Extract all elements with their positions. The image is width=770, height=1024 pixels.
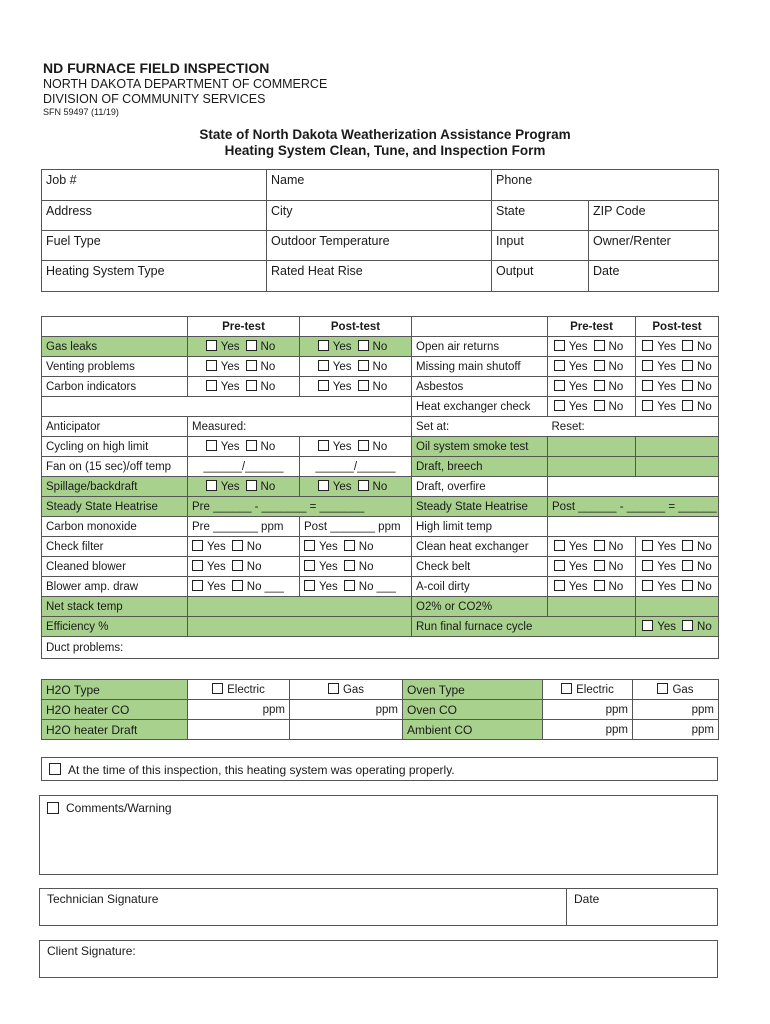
hx-check-pre[interactable]: Yes No [548, 397, 636, 417]
h2o-draft-gas[interactable] [290, 720, 403, 740]
venting-pre[interactable]: Yes No [188, 357, 300, 377]
signature-date-field[interactable] [566, 888, 718, 926]
blower-amp-label: Blower amp. draw [42, 577, 188, 597]
checkbox-icon[interactable] [682, 560, 693, 571]
zip-field[interactable]: ZIP Code [589, 201, 719, 231]
checkbox-icon[interactable] [682, 620, 693, 631]
phone-field[interactable]: Phone [492, 170, 719, 201]
name-field[interactable]: Name [267, 170, 492, 201]
draft-breech-pre[interactable] [548, 457, 636, 477]
checkbox-icon[interactable] [358, 360, 369, 371]
spillage-label: Spillage/backdraft [42, 477, 188, 497]
check-belt-post[interactable]: Yes No [636, 557, 719, 577]
checkbox-icon[interactable] [318, 340, 329, 351]
blank-header-right [412, 317, 548, 337]
draft-breech-post[interactable] [636, 457, 719, 477]
blank-header [42, 317, 188, 337]
acoil-label: A-coil dirty [412, 577, 548, 597]
checkbox-icon[interactable] [232, 560, 243, 571]
checkbox-icon[interactable] [246, 340, 257, 351]
h2o-co-gas[interactable]: ppm [290, 700, 403, 720]
checkbox-icon[interactable] [594, 360, 605, 371]
h2o-co-electric[interactable]: ppm [188, 700, 290, 720]
checkbox-icon[interactable] [344, 540, 355, 551]
program-title: State of North Dakota Weatherization Assistance Program [199, 127, 571, 142]
blower-amp-post[interactable]: Yes No ___ [300, 577, 412, 597]
check-belt-label: Check belt [412, 557, 548, 577]
asbestos-post[interactable]: Yes No [636, 377, 719, 397]
checkbox-icon[interactable] [594, 580, 605, 591]
o2-label: O2% or CO2% [412, 597, 548, 617]
checkbox-icon[interactable] [682, 540, 693, 551]
cleaned-blower-pre[interactable]: Yes No [188, 557, 300, 577]
set-at-field[interactable]: Set at: [412, 417, 548, 437]
inspection-table [41, 316, 719, 659]
fan-on-pre[interactable]: ______/______ [188, 457, 300, 477]
checkbox-icon[interactable] [318, 360, 329, 371]
spillage-post[interactable]: Yes No [300, 477, 412, 497]
checkbox-icon[interactable] [682, 380, 693, 391]
oven-type-label: Oven Type [403, 680, 543, 700]
technician-signature-label: Technician Signature [47, 892, 159, 906]
checkbox-icon[interactable] [246, 360, 257, 371]
checkbox-icon[interactable] [642, 360, 653, 371]
cleaned-blower-post[interactable]: Yes No [300, 557, 412, 577]
owner-renter-field[interactable]: Owner/Renter [589, 231, 719, 261]
dept-name: NORTH DAKOTA DEPARTMENT OF COMMERCE [43, 77, 328, 91]
post-test-header: Post-test [300, 317, 412, 337]
checkbox-icon[interactable] [246, 440, 257, 451]
h2o-draft-label: H2O heater Draft [42, 720, 188, 740]
checkbox-icon[interactable] [682, 580, 693, 591]
oil-smoke-post[interactable] [636, 437, 719, 457]
fuel-type-field[interactable]: Fuel Type [42, 231, 267, 261]
efficiency-value[interactable] [188, 617, 412, 637]
missing-shutoff-post[interactable]: Yes No [636, 357, 719, 377]
clean-hx-post[interactable]: Yes No [636, 537, 719, 557]
oven-electric[interactable]: Electric [543, 680, 633, 700]
asbestos-label: Asbestos [412, 377, 548, 397]
checkbox-icon[interactable] [192, 580, 203, 591]
venting-post[interactable]: Yes No [300, 357, 412, 377]
checkbox-icon[interactable] [192, 540, 203, 551]
checkbox-icon[interactable] [246, 380, 257, 391]
venting-label: Venting problems [42, 357, 188, 377]
checkbox-icon[interactable] [358, 380, 369, 391]
blank-row-left [42, 397, 412, 417]
checkbox-icon[interactable] [594, 400, 605, 411]
signature-date-label: Date [574, 892, 600, 906]
checkbox-icon[interactable] [344, 560, 355, 571]
high-limit-label: High limit temp [412, 517, 548, 537]
asbestos-pre[interactable]: Yes No [548, 377, 636, 397]
form-title: ND FURNACE FIELD INSPECTION [43, 60, 270, 76]
output-field[interactable]: Output [492, 261, 589, 292]
clean-hx-pre[interactable]: Yes No [548, 537, 636, 557]
heatrise-post[interactable]: Post ______ - ______ = ______ [548, 497, 719, 517]
outdoor-temp-field[interactable]: Outdoor Temperature [267, 231, 492, 261]
state-field[interactable]: State [492, 201, 589, 231]
checkbox-icon[interactable] [304, 540, 315, 551]
checkbox-icon[interactable] [642, 560, 653, 571]
draft-overfire-label: Draft, overfire [412, 477, 548, 497]
technician-signature-field[interactable] [39, 888, 567, 926]
draft-breech-label: Draft, breech [412, 457, 548, 477]
checkbox-icon[interactable] [304, 560, 315, 571]
checkbox-icon[interactable] [682, 400, 693, 411]
h2o-gas[interactable]: Gas [290, 680, 403, 700]
checkbox-icon[interactable] [554, 580, 565, 591]
date-field[interactable]: Date [589, 261, 719, 292]
client-signature-label: Client Signature: [47, 944, 136, 958]
checkbox-icon[interactable] [304, 580, 315, 591]
address-field[interactable]: Address [42, 201, 267, 231]
checkbox-icon[interactable] [206, 480, 217, 491]
checkbox-icon[interactable] [318, 380, 329, 391]
checkbox-icon[interactable] [206, 440, 217, 451]
operating-text: At the time of this inspection, this heating system was operating properly. [68, 763, 455, 777]
checkbox-icon[interactable] [554, 360, 565, 371]
checkbox-icon[interactable] [47, 802, 59, 814]
high-limit-value[interactable] [548, 517, 719, 537]
checkbox-icon[interactable] [642, 620, 653, 631]
checkbox-icon[interactable] [642, 380, 653, 391]
checkbox-icon[interactable] [318, 440, 329, 451]
post-test-header-right: Post-test [636, 317, 719, 337]
check-filter-post[interactable]: Yes No [300, 537, 412, 557]
hx-check-label: Heat exchanger check [412, 397, 548, 417]
pre-test-header: Pre-test [188, 317, 300, 337]
run-final-label: Run final furnace cycle [412, 617, 636, 637]
run-final-check[interactable]: Yes No [636, 617, 719, 637]
cleaned-blower-label: Cleaned blower [42, 557, 188, 577]
rated-heat-rise-field[interactable]: Rated Heat Rise [267, 261, 492, 292]
city-field[interactable]: City [267, 201, 492, 231]
checkbox-icon[interactable] [358, 340, 369, 351]
oven-co-electric[interactable]: ppm [543, 700, 633, 720]
checkbox-icon[interactable] [246, 480, 257, 491]
carbon-ind-post[interactable]: Yes No [300, 377, 412, 397]
h2o-co-label: H2O heater CO [42, 700, 188, 720]
checkbox-icon[interactable] [594, 380, 605, 391]
job-field[interactable]: Job # [42, 170, 267, 201]
comments-label: Comments/Warning [66, 801, 172, 815]
input-field[interactable]: Input [492, 231, 589, 261]
checkbox-icon[interactable] [554, 560, 565, 571]
cycling-post[interactable]: Yes No [300, 437, 412, 457]
heatrise-label: Steady State Heatrise [42, 497, 188, 517]
h2o-type-label: H2O Type [42, 680, 188, 700]
hx-check-post[interactable]: Yes No [636, 397, 719, 417]
oven-gas[interactable]: Gas [633, 680, 719, 700]
co-label: Carbon monoxide [42, 517, 188, 537]
checkbox-icon[interactable] [554, 340, 565, 351]
operating-statement[interactable] [41, 757, 718, 781]
o2-pre[interactable] [548, 597, 636, 617]
checkbox-icon[interactable] [344, 580, 355, 591]
checkbox-icon[interactable] [642, 400, 653, 411]
oven-co-gas[interactable]: ppm [633, 700, 719, 720]
cycling-label: Cycling on high limit [42, 437, 188, 457]
checkbox-icon[interactable] [682, 360, 693, 371]
carbon-ind-pre[interactable]: Yes No [188, 377, 300, 397]
blower-amp-pre[interactable]: Yes No ___ [188, 577, 300, 597]
carbon-ind-label: Carbon indicators [42, 377, 188, 397]
checkbox-icon[interactable] [212, 683, 223, 694]
open-air-pre[interactable]: Yes No [548, 337, 636, 357]
checkbox-icon[interactable] [192, 560, 203, 571]
checkbox-icon[interactable] [594, 560, 605, 571]
ambient-co-label: Ambient CO [403, 720, 543, 740]
efficiency-label: Efficiency % [42, 617, 188, 637]
missing-shutoff-pre[interactable]: Yes No [548, 357, 636, 377]
duct-problems-field[interactable]: Duct problems: [42, 637, 719, 659]
checkbox-icon[interactable] [554, 540, 565, 551]
checkbox-icon[interactable] [561, 683, 572, 694]
co-pre[interactable]: Pre _______ ppm [188, 517, 300, 537]
heating-system-type-field[interactable]: Heating System Type [42, 261, 267, 292]
checkbox-icon[interactable] [657, 683, 668, 694]
checkbox-icon[interactable] [232, 540, 243, 551]
oil-smoke-pre[interactable] [548, 437, 636, 457]
pre-test-header-right: Pre-test [548, 317, 636, 337]
anticipator-label: Anticipator [42, 417, 188, 437]
checkbox-icon[interactable] [318, 480, 329, 491]
water-oven-table [41, 679, 719, 740]
checkbox-icon[interactable] [358, 440, 369, 451]
division-name: DIVISION OF COMMUNITY SERVICES [43, 92, 266, 106]
checkbox-icon[interactable] [594, 340, 605, 351]
checkbox-icon[interactable] [642, 340, 653, 351]
gas-leaks-label: Gas leaks [42, 337, 188, 357]
cycling-pre[interactable]: Yes No [188, 437, 300, 457]
checkbox-icon[interactable] [206, 340, 217, 351]
checkbox-icon[interactable] [49, 763, 61, 775]
form-subtitle: Heating System Clean, Tune, and Inspection Form [224, 143, 546, 158]
open-air-post[interactable]: Yes No [636, 337, 719, 357]
fan-on-label: Fan on (15 sec)/off temp [42, 457, 188, 477]
h2o-draft-electric[interactable] [188, 720, 290, 740]
acoil-pre[interactable]: Yes No [548, 577, 636, 597]
heatrise-pre[interactable]: Pre ______ - _______ = _______ [188, 497, 412, 517]
gas-leaks-post[interactable]: Yes No [300, 337, 412, 357]
form-number: SFN 59497 (11/19) [43, 107, 119, 117]
client-signature-field[interactable] [39, 940, 718, 978]
h2o-electric[interactable]: Electric [188, 680, 290, 700]
checkbox-icon[interactable] [642, 580, 653, 591]
co-post[interactable]: Post _______ ppm [300, 517, 412, 537]
fan-on-post[interactable]: ______/______ [300, 457, 412, 477]
checkbox-icon[interactable] [554, 400, 565, 411]
checkbox-icon[interactable] [328, 683, 339, 694]
comments-box[interactable] [39, 795, 718, 875]
checkbox-icon[interactable] [206, 360, 217, 371]
open-air-label: Open air returns [412, 337, 548, 357]
spillage-pre[interactable]: Yes No [188, 477, 300, 497]
oil-smoke-label: Oil system smoke test [412, 437, 548, 457]
checkbox-icon[interactable] [232, 580, 243, 591]
draft-overfire-value[interactable] [548, 477, 719, 497]
ambient-co-gas[interactable]: ppm [633, 720, 719, 740]
anticipator-measured[interactable]: Measured: [188, 417, 412, 437]
oven-co-label: Oven CO [403, 700, 543, 720]
checkbox-icon[interactable] [554, 380, 565, 391]
ambient-co-electric[interactable]: ppm [543, 720, 633, 740]
reset-field[interactable]: Reset: [548, 417, 719, 437]
o2-post[interactable] [636, 597, 719, 617]
clean-hx-label: Clean heat exchanger [412, 537, 548, 557]
net-stack-value[interactable] [188, 597, 412, 617]
check-belt-pre[interactable]: Yes No [548, 557, 636, 577]
info-table [41, 169, 719, 292]
checkbox-icon[interactable] [358, 480, 369, 491]
check-filter-label: Check filter [42, 537, 188, 557]
checkbox-icon[interactable] [642, 540, 653, 551]
gas-leaks-pre[interactable]: Yes No [188, 337, 300, 357]
checkbox-icon[interactable] [206, 380, 217, 391]
check-filter-pre[interactable]: Yes No [188, 537, 300, 557]
acoil-post[interactable]: Yes No [636, 577, 719, 597]
checkbox-icon[interactable] [682, 340, 693, 351]
checkbox-icon[interactable] [594, 540, 605, 551]
heatrise-label-right: Steady State Heatrise [412, 497, 548, 517]
net-stack-label: Net stack temp [42, 597, 188, 617]
missing-shutoff-label: Missing main shutoff [412, 357, 548, 377]
